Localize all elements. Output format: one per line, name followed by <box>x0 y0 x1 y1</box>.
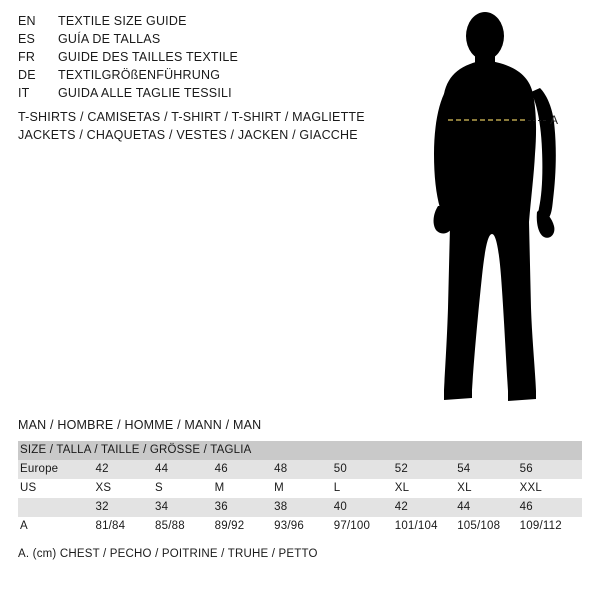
language-code: FR <box>18 50 36 64</box>
cell-value: 81/84 <box>95 517 155 536</box>
cell-value: 46 <box>520 498 582 517</box>
cell-value: 42 <box>395 498 457 517</box>
cell-value: 101/104 <box>395 517 457 536</box>
language-row <box>18 50 368 68</box>
language-code: EN <box>18 14 36 28</box>
measure-leader-line <box>528 120 546 121</box>
cell-value: 42 <box>95 460 155 479</box>
category-block <box>18 110 378 146</box>
cell-value: 32 <box>95 498 155 517</box>
cell-value: 93/96 <box>274 517 334 536</box>
cell-value: XXL <box>520 479 582 498</box>
man-silhouette-figure <box>400 8 600 408</box>
language-text: GUÍA DE TALLAS <box>58 32 161 46</box>
table-row <box>18 498 582 517</box>
table-row <box>18 479 582 498</box>
cell-value: 52 <box>395 460 457 479</box>
footnote: A. (cm) CHEST / PECHO / POITRINE / TRUHE / PETTO <box>18 548 318 560</box>
row-label: A <box>18 517 95 536</box>
cell-value: 97/100 <box>334 517 395 536</box>
row-label <box>18 498 95 517</box>
category-line-jackets: JACKETS / CHAQUETAS / VESTES / JACKEN / GIACCHE <box>18 128 358 142</box>
language-text: GUIDA ALLE TAGLIE TESSILI <box>58 86 232 100</box>
cell-value: 34 <box>155 498 215 517</box>
language-row <box>18 32 368 50</box>
language-row <box>18 68 368 86</box>
language-text: GUIDE DES TAILLES TEXTILE <box>58 50 239 64</box>
cell-value: 40 <box>334 498 395 517</box>
language-code: IT <box>18 86 30 100</box>
cell-value: 109/112 <box>520 517 582 536</box>
language-code: ES <box>18 32 36 46</box>
language-text: TEXTILGRÖßENFÜHRUNG <box>58 68 221 82</box>
size-table <box>18 441 582 536</box>
cell-value: 54 <box>457 460 519 479</box>
cell-value: 50 <box>334 460 395 479</box>
language-row <box>18 86 368 104</box>
category-line-tshirts: T-SHIRTS / CAMISETAS / T-SHIRT / T-SHIRT / MAGLIETTE <box>18 110 365 124</box>
cell-value: 46 <box>215 460 275 479</box>
language-header-block <box>18 14 368 104</box>
cell-value: 89/92 <box>215 517 275 536</box>
language-text: TEXTILE SIZE GUIDE <box>58 14 187 28</box>
table-row-header <box>18 441 582 460</box>
cell-value: M <box>215 479 275 498</box>
cell-value: 105/108 <box>457 517 519 536</box>
cell-value: M <box>274 479 334 498</box>
cell-value: 36 <box>215 498 275 517</box>
man-silhouette-icon <box>400 8 600 408</box>
cell-value: 56 <box>520 460 582 479</box>
table-row <box>18 460 582 479</box>
cell-value: XS <box>95 479 155 498</box>
row-label: US <box>18 479 95 498</box>
row-label: Europe <box>18 460 95 479</box>
table-header-label: SIZE / TALLA / TAILLE / GRÖSSE / TAGLIA <box>18 441 582 460</box>
cell-value: 48 <box>274 460 334 479</box>
cell-value: 44 <box>155 460 215 479</box>
measure-label-a: A <box>550 113 559 127</box>
language-code: DE <box>18 68 36 82</box>
cell-value: XL <box>395 479 457 498</box>
cell-value: S <box>155 479 215 498</box>
cell-value: XL <box>457 479 519 498</box>
cell-value: 85/88 <box>155 517 215 536</box>
cell-value: 44 <box>457 498 519 517</box>
cell-value: 38 <box>274 498 334 517</box>
cell-value: L <box>334 479 395 498</box>
table-row <box>18 517 582 536</box>
table-title: MAN / HOMBRE / HOMME / MANN / MAN <box>18 418 262 432</box>
language-row <box>18 14 368 32</box>
